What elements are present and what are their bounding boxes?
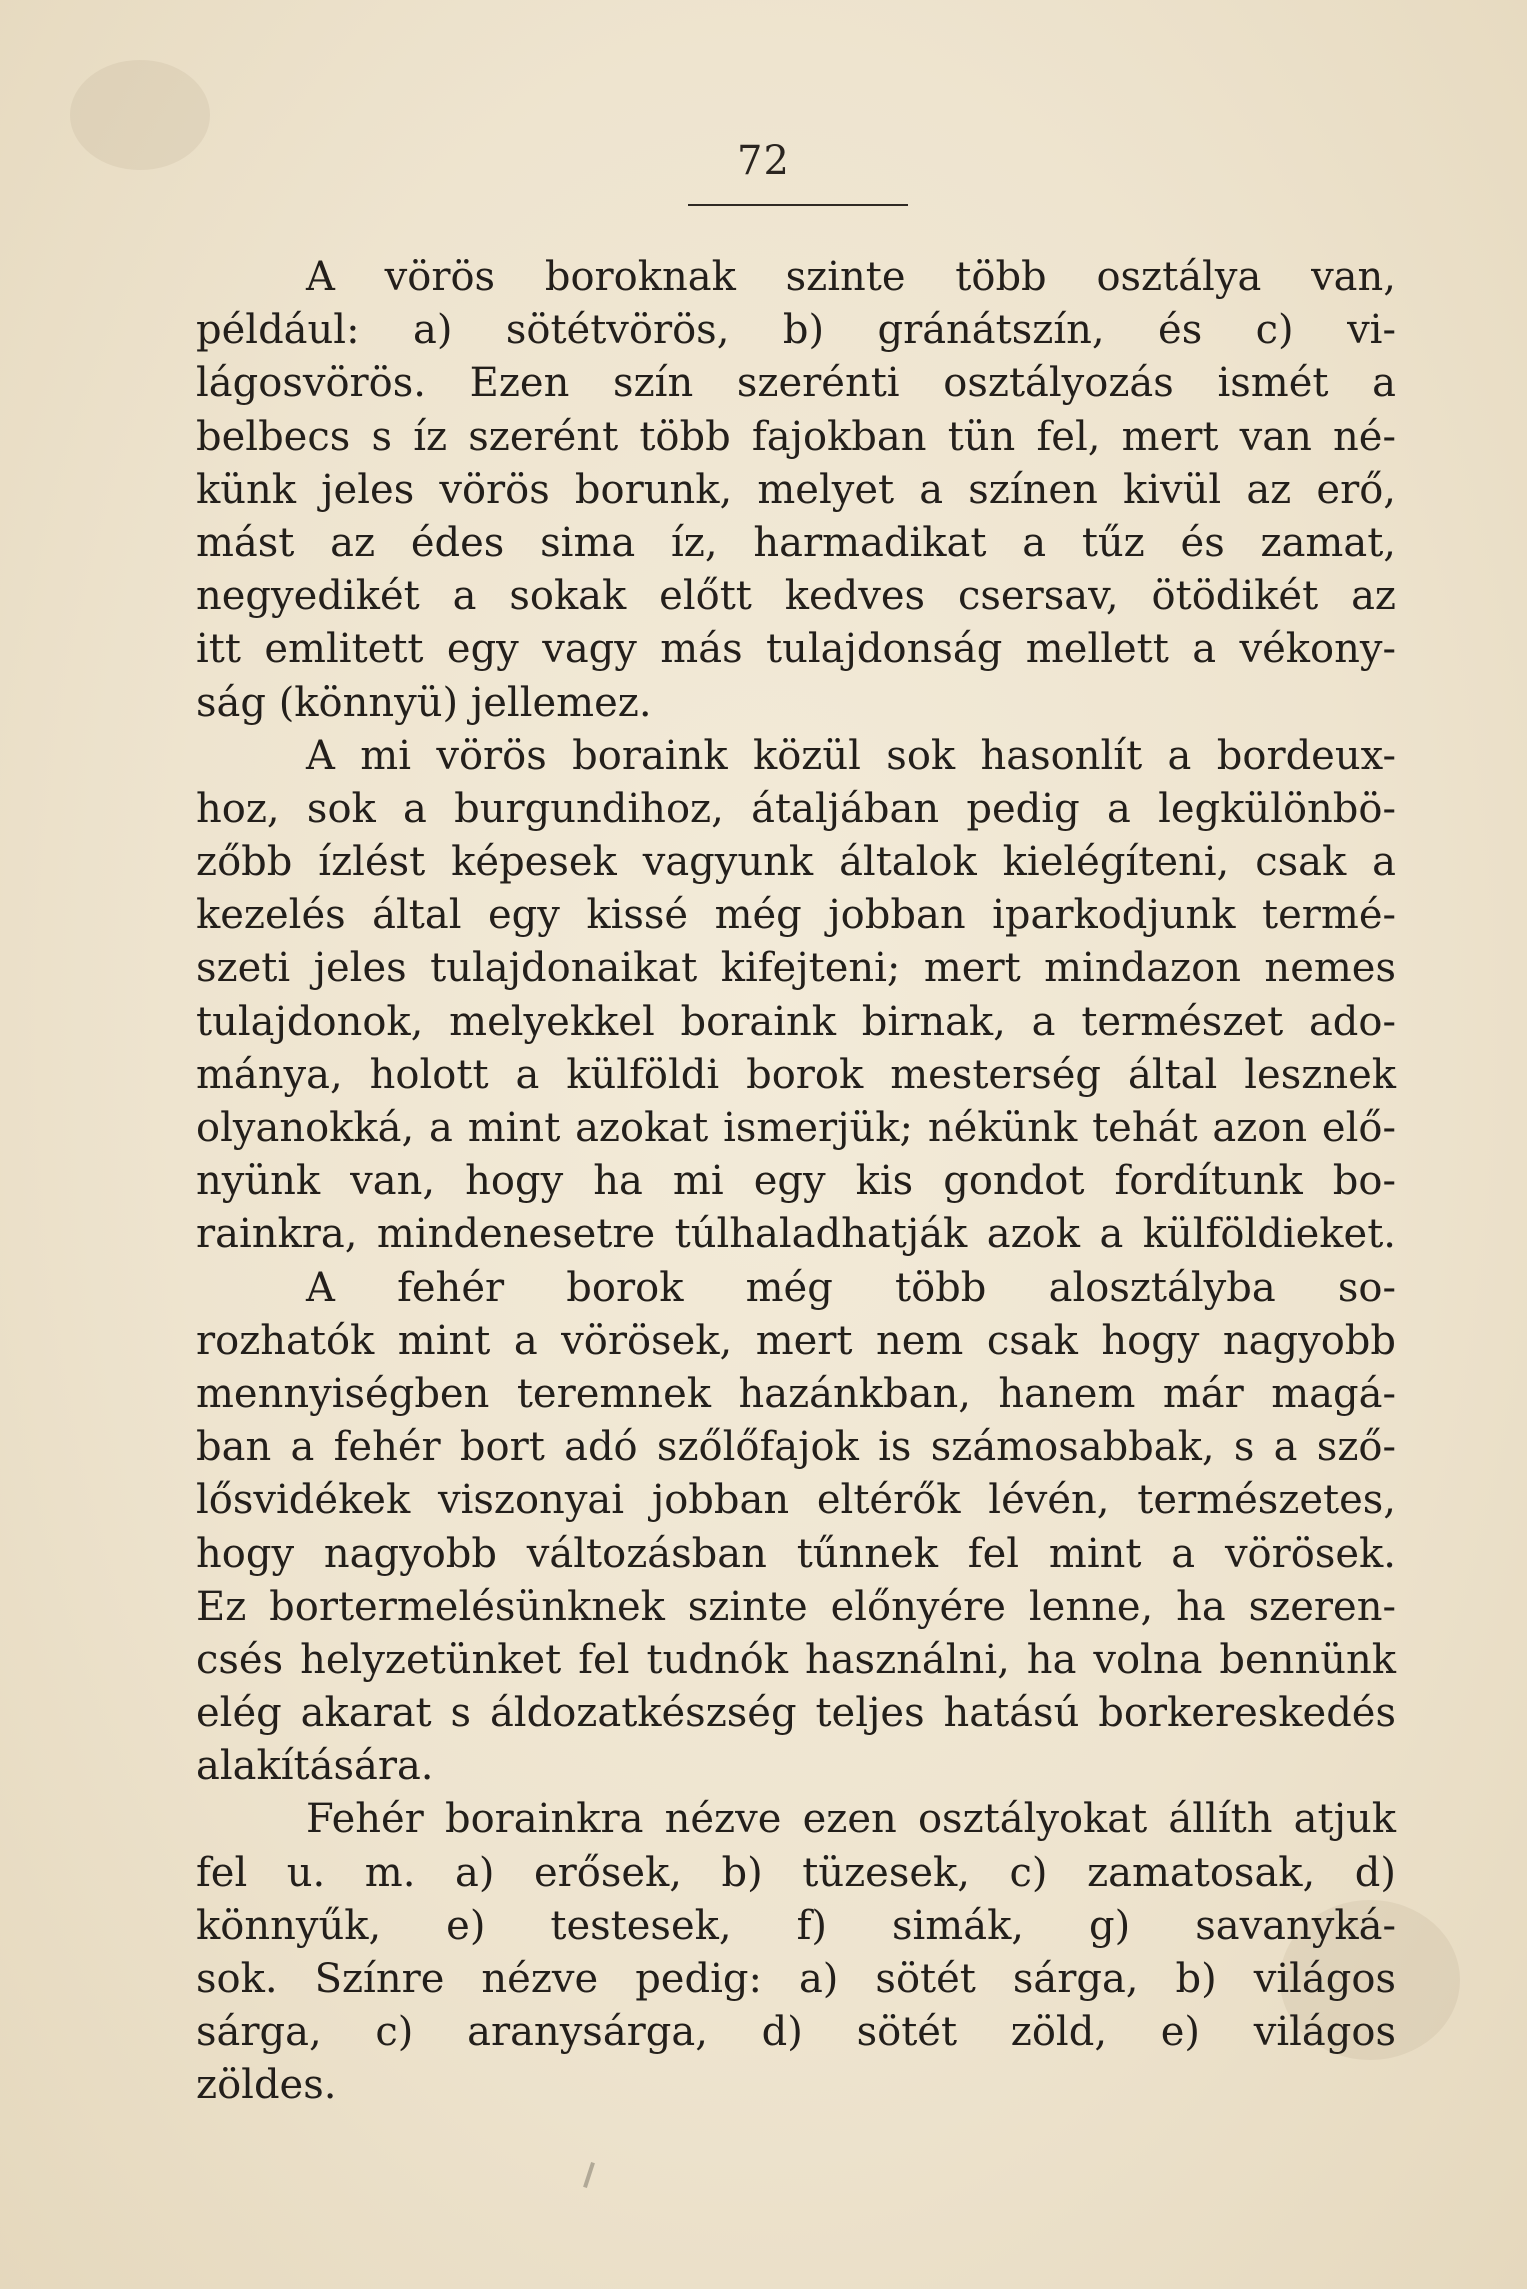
page-number: 72	[737, 138, 790, 184]
text-line: ság (könnyü) jellemez.	[196, 679, 652, 726]
text-line: Fehér borainkra nézve ezen osztályokat állíth atjuk	[306, 1796, 1396, 1843]
text-line: csés helyzetünket fel tudnók használni, ha volna bennünk	[196, 1636, 1396, 1683]
text-line: mánya, holott a külföldi borok mesterség által lesznek	[196, 1051, 1396, 1098]
paragraph-4	[196, 1793, 1396, 2112]
text-line: olyanokká, a mint azokat ismerjük; nékünk tehát azon elő-	[196, 1105, 1396, 1151]
text-line: fel u. m. a) erősek, b) tüzesek, c) zamatosak, d)	[196, 1849, 1396, 1896]
text-line: sárga, c) aranysárga, d) sötét zöld, e) világos	[196, 2009, 1396, 2056]
text-line: Ez bortermelésünknek szinte előnyére lenne, ha szeren-	[196, 1583, 1396, 1630]
text-line: kezelés által egy kissé még jobban iparkodjunk termé-	[196, 892, 1396, 939]
text-line: lősvidékek viszonyai jobban eltérők lévén, természetes,	[196, 1477, 1396, 1524]
text-line: künk jeles vörös borunk, melyet a színen kivül az erő,	[196, 466, 1396, 513]
text-line: itt emlitett egy vagy más tulajdonság mellett a vékony-	[196, 626, 1396, 673]
text-line: hoz, sok a burgundihoz, átaljában pedig a legkülönbö-	[196, 785, 1396, 832]
text-line: hogy nagyobb változásban tűnnek fel mint a vörösek.	[196, 1530, 1396, 1577]
text-line: nyünk van, hogy ha mi egy kis gondot fordítunk bo-	[196, 1158, 1396, 1205]
text-line: mennyiségben teremnek hazánkban, hanem már magá-	[196, 1370, 1396, 1417]
text-line: mást az édes sima íz, harmadikat a tűz és zamat,	[196, 519, 1396, 566]
text-line: zöldes.	[196, 2062, 337, 2109]
text-line: rozhatók mint a vörösek, mert nem csak hogy nagyobb	[196, 1317, 1396, 1364]
text-line: sok. Színre nézve pedig: a) sötét sárga, b) világos	[196, 1956, 1396, 2002]
paragraph-3	[196, 1262, 1396, 1794]
text-line: A fehér borok még több alosztályba so-	[306, 1264, 1396, 1311]
pencil-mark	[583, 2162, 595, 2188]
text-line: belbecs s íz szerént több fajokban tün fel, mert van né-	[196, 413, 1396, 460]
text-line: elég akarat s áldozatkészség teljes hatású borkereskedés	[196, 1690, 1396, 1737]
header-rule	[688, 204, 908, 206]
text-line: alakítására.	[196, 1743, 434, 1790]
text-line: ban a fehér bort adó szőlőfajok is számosabbak, s a sző-	[196, 1424, 1396, 1471]
text-line: A vörös boroknak szinte több osztálya van,	[306, 254, 1396, 300]
text-line: lágosvörös. Ezen szín szerénti osztályozás ismét a	[196, 360, 1396, 407]
body-text	[196, 251, 1396, 2113]
paragraph-2	[196, 730, 1396, 1262]
text-line: tulajdonok, melyekkel boraink birnak, a természet ado-	[196, 998, 1396, 1045]
text-line: például: a) sötétvörös, b) gránátszín, és c) vi-	[196, 307, 1396, 354]
text-line: A mi vörös boraink közül sok hasonlít a bordeux-	[306, 732, 1396, 779]
paragraph-1	[196, 251, 1396, 730]
text-line: szeti jeles tulajdonaikat kifejteni; mert mindazon nemes	[196, 945, 1396, 992]
text-line: rainkra, mindenesetre túlhaladhatják azok a külföldieket.	[196, 1211, 1396, 1258]
text-line: zőbb ízlést képesek vagyunk általok kielégíteni, csak a	[196, 839, 1396, 886]
text-line: negyedikét a sokak előtt kedves csersav, ötödikét az	[196, 573, 1396, 620]
text-line: könnyűk, e) testesek, f) simák, g) savanyká-	[196, 1902, 1396, 1949]
